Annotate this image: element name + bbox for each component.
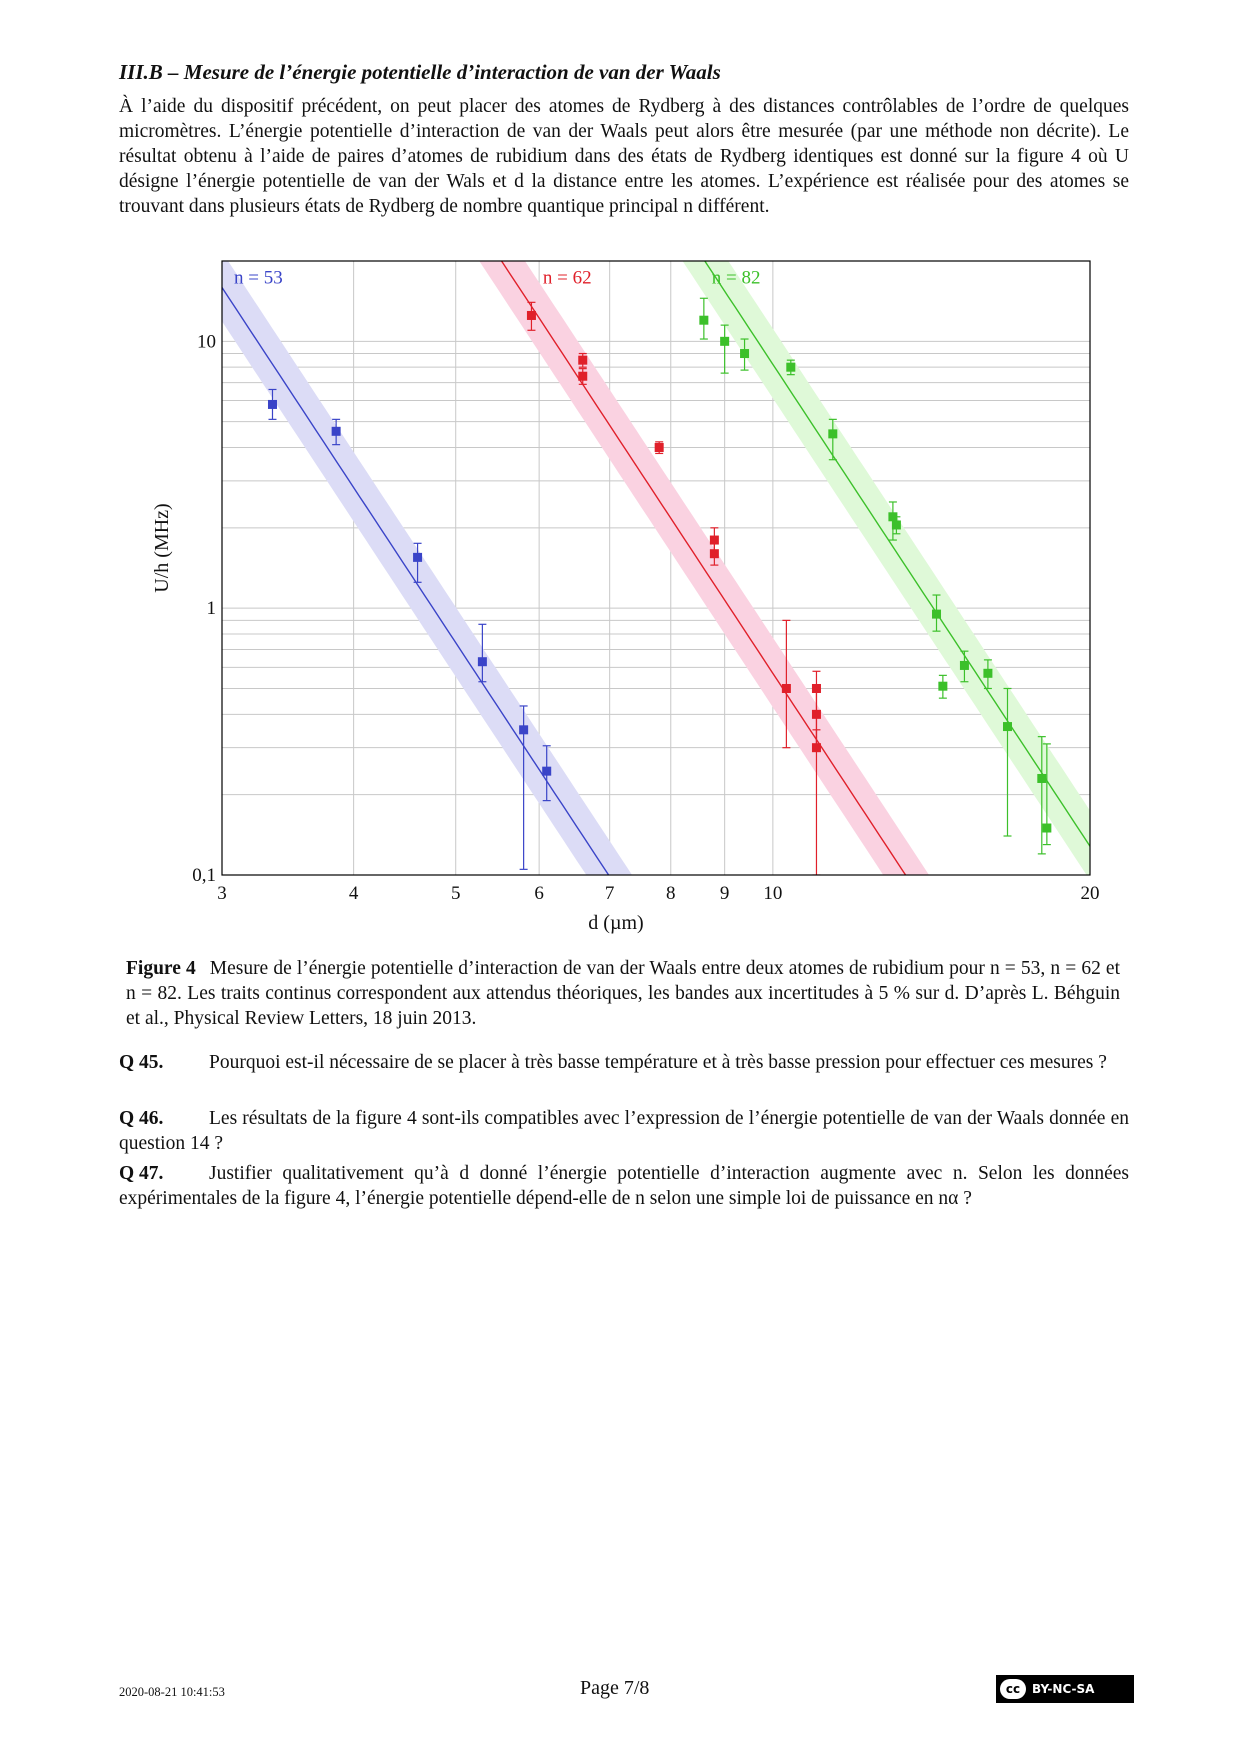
data-point bbox=[1003, 722, 1012, 731]
data-point bbox=[938, 682, 947, 691]
series-label-1: n = 62 bbox=[542, 267, 592, 289]
series-label-0: n = 53 bbox=[234, 267, 283, 289]
y-tick-label: 10 bbox=[197, 331, 216, 353]
data-point bbox=[332, 427, 341, 436]
question-number: Q 46. bbox=[119, 1108, 164, 1129]
x-tick-label: 10 bbox=[763, 883, 783, 904]
data-point bbox=[1037, 774, 1046, 783]
data-point bbox=[478, 657, 487, 666]
figure-caption bbox=[126, 956, 1120, 1031]
data-point bbox=[812, 743, 821, 752]
series-label-2: n = 82 bbox=[711, 267, 761, 289]
data-point bbox=[720, 337, 729, 346]
x-tick-label: 7 bbox=[604, 883, 615, 904]
license-text: BY-NC-SA bbox=[1032, 1682, 1095, 1696]
data-point bbox=[542, 767, 551, 776]
x-tick-label: 9 bbox=[719, 883, 730, 904]
data-point bbox=[519, 725, 528, 734]
data-point bbox=[828, 429, 837, 438]
footer-page-number: Page 7/8 bbox=[580, 1677, 650, 1699]
data-point bbox=[932, 610, 941, 619]
data-point bbox=[782, 684, 791, 693]
series-points-0 bbox=[268, 389, 551, 869]
y-tick-label: 1 bbox=[206, 598, 216, 620]
plot-area bbox=[222, 0, 1090, 1641]
data-point bbox=[786, 363, 795, 372]
cc-icon: cc bbox=[1000, 1679, 1026, 1699]
x-axis-label: d (µm) bbox=[588, 912, 644, 934]
data-point bbox=[699, 316, 708, 325]
x-tick-label: 20 bbox=[1080, 883, 1100, 904]
question-45 bbox=[119, 1050, 1129, 1075]
question-text: Les résultats de la figure 4 sont-ils compatibles avec l’expression de l’énergie potentielle de van der Waals donnée en question 14 ? bbox=[119, 1108, 1129, 1154]
data-point bbox=[578, 356, 587, 365]
x-tick-label: 8 bbox=[666, 883, 676, 904]
intro-paragraph: À l’aide du dispositif précédent, on peut placer des atomes de Rydberg à des distances contrôlables de l’ordre de quelques micromètres. L’énergie potentielle d’interaction de van der Waals peut alors être mesurée (par une méthode non décrite). Le résultat obtenu à l’aide de paires d’atomes de rubidium dans des états de Rydberg identiques est donné sur la figure 4 où U désigne l’énergie potentielle de van der Wals et d la distance entre les atomes. L’expérience est réalisée pour des atomes se trouvant dans plusieurs états de Rydberg de nombre quantique principal n différent. bbox=[119, 96, 1129, 217]
question-47 bbox=[119, 1161, 1129, 1211]
question-text: Justifier qualitativement qu’à d donné l’énergie potentielle d’interaction augmente avec n. Selon les données expérimentales de la figure 4, l’énergie potentielle dépend-elle de n selon une simple loi de puissance en nα ? bbox=[119, 1163, 1129, 1209]
data-point bbox=[740, 349, 749, 358]
footer-datetime: 2020-08-21 10:41:53 bbox=[119, 1685, 225, 1699]
data-point bbox=[268, 400, 277, 409]
x-tick-label: 5 bbox=[450, 883, 461, 904]
question-text: Pourquoi est-il nécessaire de se placer à très basse température et à très basse pression pour effectuer ces mesures ? bbox=[209, 1052, 1107, 1073]
y-tick-label: 0,1 bbox=[192, 865, 216, 886]
data-point bbox=[960, 661, 969, 670]
data-point bbox=[527, 311, 536, 320]
figure-4 bbox=[130, 255, 1100, 945]
question-number: Q 45. bbox=[119, 1052, 164, 1073]
data-point bbox=[578, 372, 587, 381]
data-point bbox=[413, 553, 422, 562]
chart bbox=[130, 255, 1100, 945]
question-number: Q 47. bbox=[119, 1163, 164, 1184]
x-tick-label: 6 bbox=[534, 883, 544, 904]
y-axis-label: U/h (MHz) bbox=[151, 503, 173, 593]
figure-label: Figure 4 bbox=[126, 958, 196, 979]
data-point bbox=[655, 443, 664, 452]
data-point bbox=[710, 549, 719, 558]
series-points-2 bbox=[699, 298, 1051, 854]
data-point bbox=[1042, 824, 1051, 833]
x-tick-label: 3 bbox=[217, 883, 227, 904]
question-46 bbox=[119, 1106, 1129, 1156]
license-badge[interactable] bbox=[996, 1675, 1134, 1703]
data-point bbox=[892, 520, 901, 529]
data-point bbox=[983, 669, 992, 678]
x-tick-label: 4 bbox=[348, 883, 359, 904]
data-point bbox=[812, 710, 821, 719]
section-title: III.B – Mesure de l’énergie potentielle d’interaction de van der Waals bbox=[119, 60, 721, 84]
grid bbox=[222, 261, 1090, 875]
figure-caption-text: Mesure de l’énergie potentielle d’interaction de van der Waals entre deux atomes de rubidium pour n = 53, n = 62 et n = 82. Les traits continus correspondent aux attendus théoriques, les bandes aux incertitudes à 5 % sur d. D’après L. Béhguin et al., Physical Review Letters, 18 juin 2013. bbox=[126, 958, 1120, 1029]
